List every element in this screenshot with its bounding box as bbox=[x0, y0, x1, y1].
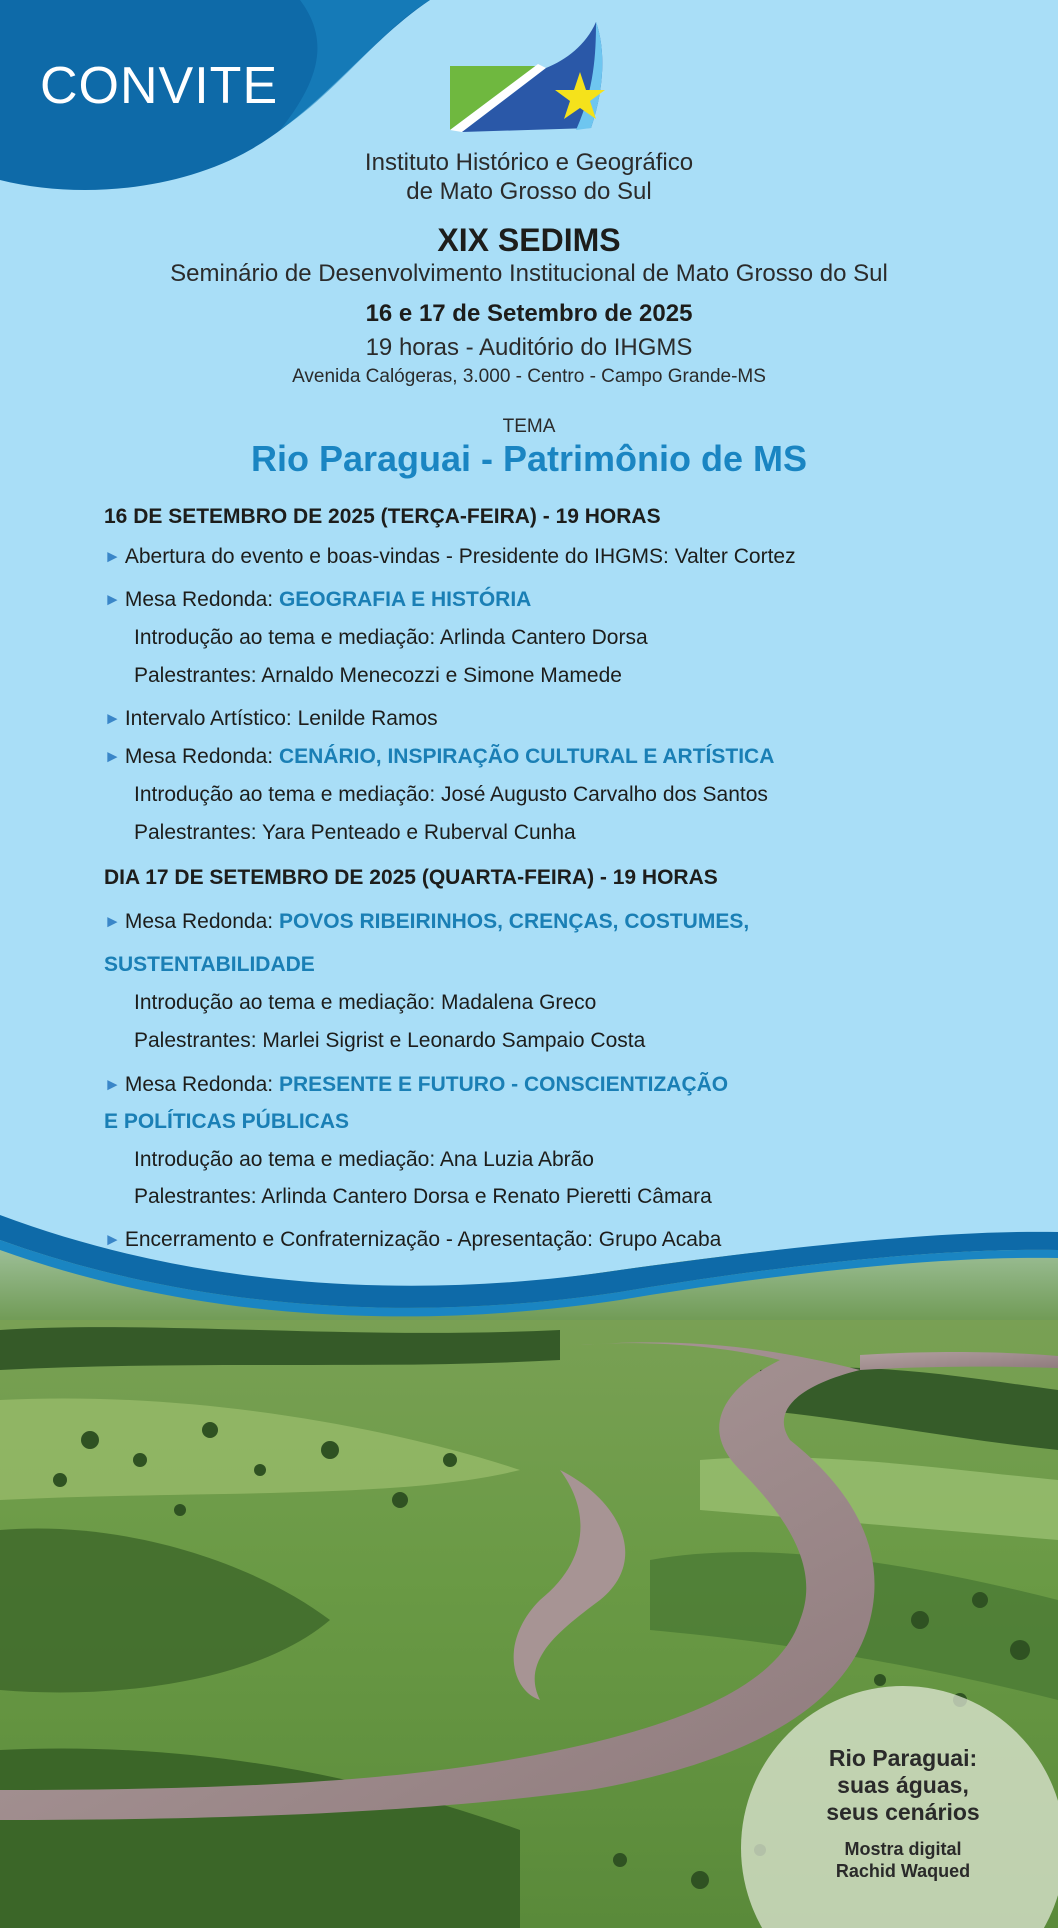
exhibit-title-line2: suas águas, bbox=[837, 1772, 969, 1798]
event-dates: 16 e 17 de Setembro de 2025 bbox=[365, 300, 693, 327]
bullet-arrow-icon: ► bbox=[104, 1230, 121, 1249]
exhibit-title bbox=[758, 1745, 1048, 1826]
mesa3-topic-line2: SUSTENTABILIDADE bbox=[104, 953, 315, 976]
bullet-arrow-icon: ► bbox=[104, 590, 121, 609]
mesa3-intro: Introdução ao tema e mediação: Madalena Greco bbox=[134, 991, 597, 1014]
mesa4-topic-line2: E POLÍTICAS PÚBLICAS bbox=[104, 1110, 350, 1133]
tema-label: TEMA bbox=[502, 416, 556, 437]
mesa-prefix: Mesa Redonda: bbox=[124, 588, 274, 611]
mesa4-intro: Introdução ao tema e mediação: Ana Luzia Abrão bbox=[134, 1148, 594, 1171]
mesa1-speakers: Palestrantes: Arnaldo Menecozzi e Simone Mamede bbox=[134, 664, 622, 687]
convite-label: CONVITE bbox=[40, 57, 279, 115]
mesa3-topic-line1: POVOS RIBEIRINHOS, CRENÇAS, COSTUMES, bbox=[278, 910, 750, 933]
tema-title: Rio Paraguai - Patrimônio de MS bbox=[250, 438, 808, 479]
intervalo-text: Intervalo Artístico: Lenilde Ramos bbox=[124, 707, 438, 730]
event-time-place: 19 horas - Auditório do IHGMS bbox=[365, 334, 693, 361]
exhibit-title-line1: Rio Paraguai: bbox=[828, 1745, 978, 1771]
day2-heading: DIA 17 DE SETEMBRO DE 2025 (QUARTA-FEIRA) - 19 HORAS bbox=[104, 866, 718, 889]
bullet-arrow-icon: ► bbox=[104, 547, 121, 566]
mesa-prefix: Mesa Redonda: bbox=[124, 910, 274, 933]
mesa2-topic: CENÁRIO, INSPIRAÇÃO CULTURAL E ARTÍSTICA bbox=[278, 745, 775, 768]
exhibit-sub-line1: Mostra digital bbox=[844, 1839, 962, 1859]
exhibit-sub-line2: Rachid Waqued bbox=[835, 1861, 971, 1881]
bullet-arrow-icon: ► bbox=[104, 912, 121, 931]
exhibit-title-line3: seus cenários bbox=[826, 1799, 980, 1825]
bullet-arrow-icon: ► bbox=[104, 709, 121, 728]
mesa-prefix: Mesa Redonda: bbox=[124, 745, 274, 768]
mesa1-topic: GEOGRAFIA E HISTÓRIA bbox=[278, 588, 532, 611]
event-title: XIX SEDIMS bbox=[437, 222, 621, 258]
mesa4-speakers: Palestrantes: Arlinda Cantero Dorsa e Renato Pieretti Câmara bbox=[134, 1185, 712, 1208]
closing-text: Encerramento e Confraternização - Apresentação: Grupo Acaba bbox=[124, 1228, 722, 1251]
exhibit-subtitle bbox=[758, 1838, 1048, 1882]
event-subtitle: Seminário de Desenvolvimento Institucional de Mato Grosso do Sul bbox=[170, 260, 888, 287]
closing-item bbox=[104, 1228, 721, 1252]
bullet-arrow-icon: ► bbox=[104, 1075, 121, 1094]
opening-text: Abertura do evento e boas-vindas - Presidente do IHGMS: Valter Cortez bbox=[124, 545, 796, 568]
day1-heading: 16 DE SETEMBRO DE 2025 (TERÇA-FEIRA) - 19 HORAS bbox=[104, 505, 661, 528]
mesa2-intro: Introdução ao tema e mediação: José Augusto Carvalho dos Santos bbox=[134, 783, 768, 806]
mesa3-speakers: Palestrantes: Marlei Sigrist e Leonardo Sampaio Costa bbox=[134, 1029, 646, 1052]
mesa-prefix: Mesa Redonda: bbox=[124, 1073, 274, 1096]
mesa2-speakers: Palestrantes: Yara Penteado e Ruberval Cunha bbox=[134, 821, 576, 844]
event-address: Avenida Calógeras, 3.000 - Centro - Campo Grande-MS bbox=[292, 366, 766, 387]
institute-line-2: de Mato Grosso do Sul bbox=[406, 178, 652, 205]
mesa1-intro: Introdução ao tema e mediação: Arlinda Cantero Dorsa bbox=[134, 626, 648, 649]
bullet-arrow-icon: ► bbox=[104, 747, 121, 766]
mesa4-topic-line1: PRESENTE E FUTURO - CONSCIENTIZAÇÃO bbox=[278, 1073, 729, 1096]
institute-line-1: Instituto Histórico e Geográfico bbox=[364, 149, 694, 176]
